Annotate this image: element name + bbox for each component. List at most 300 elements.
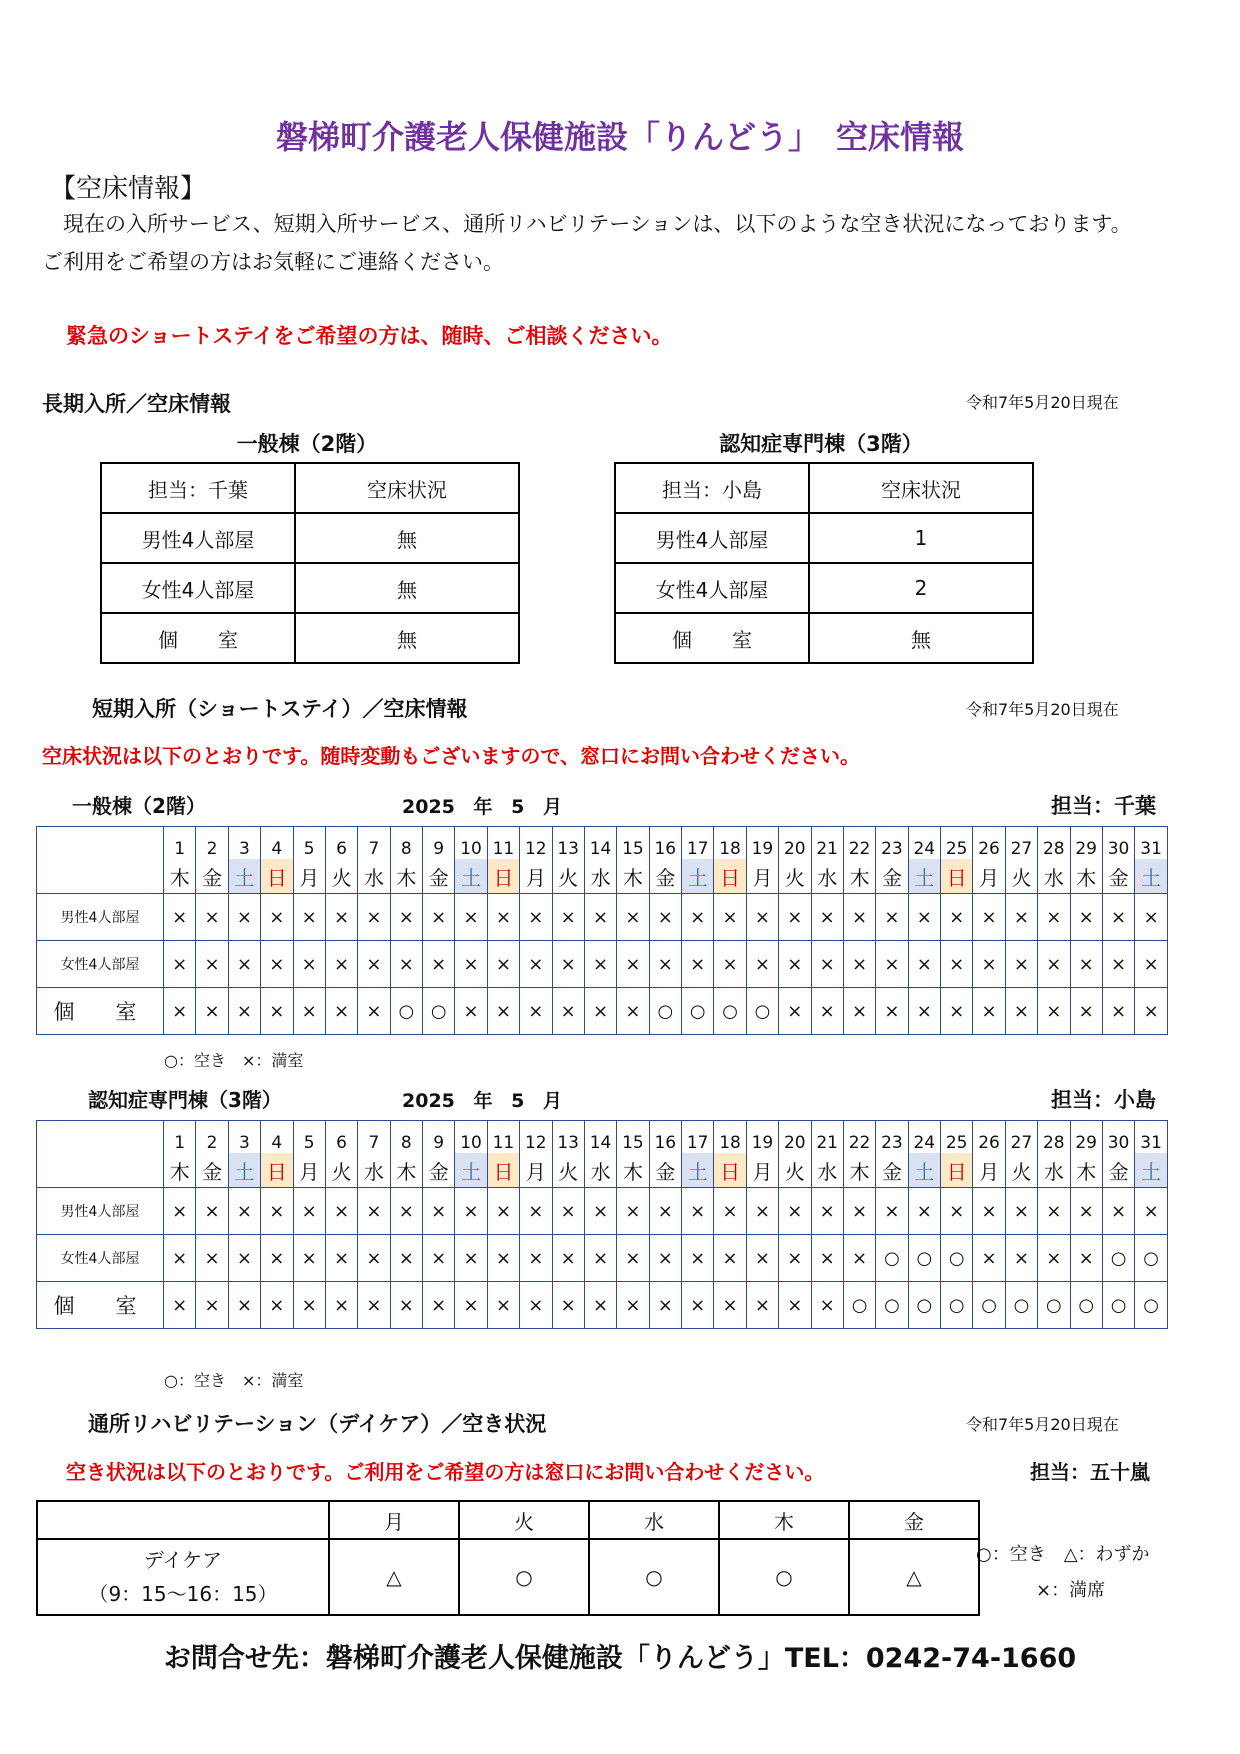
cal-availability-mark: × — [682, 1188, 714, 1235]
cal-availability-mark: × — [325, 1188, 357, 1235]
cal-day-number-row — [37, 827, 1168, 860]
cal-year-unit: 年 — [473, 1090, 493, 1112]
day-care-day: 木 — [719, 1501, 849, 1539]
day-care-legend-2: ×：満席 — [1036, 1580, 1106, 1601]
cal-availability-mark: × — [164, 1282, 196, 1329]
cal-weekday: 土 — [908, 1153, 940, 1188]
day-care-status: △ — [329, 1539, 459, 1615]
cal-2-month — [402, 1086, 562, 1113]
cal-room-label: 女性4人部屋 — [37, 941, 164, 988]
cal-weekday: 火 — [1005, 859, 1037, 894]
lt-room: 個 室 — [615, 613, 809, 663]
cal-month-unit: 月 — [543, 796, 563, 818]
cal-day-number: 20 — [779, 1121, 811, 1154]
cal-availability-mark: × — [779, 988, 811, 1035]
cal-day-number: 29 — [1070, 827, 1102, 860]
cal-availability-mark: × — [293, 1188, 325, 1235]
cal-availability-mark: × — [1070, 1188, 1102, 1235]
cal-availability-mark: × — [455, 1282, 487, 1329]
cal-availability-mark: × — [1102, 941, 1134, 988]
cal-day-number: 12 — [520, 827, 552, 860]
cal-day-number: 14 — [584, 1121, 616, 1154]
cal-day-number: 17 — [682, 827, 714, 860]
cal-availability-mark: × — [325, 894, 357, 941]
cal-availability-mark: × — [584, 1188, 616, 1235]
cal-availability-mark: × — [228, 1235, 260, 1282]
cal-room-row — [37, 988, 1168, 1035]
cal-availability-mark: × — [196, 941, 228, 988]
cal-availability-mark: × — [423, 1188, 455, 1235]
cal-weekday: 火 — [325, 859, 357, 894]
cal-availability-mark: × — [1135, 894, 1168, 941]
day-care-day: 金 — [849, 1501, 979, 1539]
cal-availability-mark: ○ — [1135, 1282, 1168, 1329]
contact-info: お問合せ先：磐梯町介護老人保健施設「りんどう」TEL：0242-74-1660 — [163, 1643, 1077, 1674]
cal-availability-mark: ○ — [908, 1282, 940, 1329]
cal-2-staff: 担当：小島 — [1051, 1088, 1156, 1112]
cal-availability-mark: × — [682, 941, 714, 988]
cal-day-number: 23 — [876, 827, 908, 860]
cal-weekday: 日 — [261, 1153, 293, 1188]
cal-weekday: 日 — [714, 859, 746, 894]
cal-availability-mark: × — [552, 1188, 584, 1235]
cal-availability-mark: × — [1038, 1188, 1070, 1235]
cal-availability-mark: × — [973, 894, 1005, 941]
cal-availability-mark: × — [843, 1235, 875, 1282]
cal-weekday: 金 — [196, 859, 228, 894]
cal-1-staff: 担当：千葉 — [1051, 794, 1156, 818]
cal-month: 5 — [511, 796, 525, 818]
cal-day-number: 19 — [746, 827, 778, 860]
cal-availability-mark: × — [520, 988, 552, 1035]
urgent-notice: 緊急のショートステイをご希望の方は、随時、ご相談ください。 — [66, 324, 673, 348]
cal-availability-mark: × — [584, 1282, 616, 1329]
cal-weekday: 土 — [1135, 1153, 1168, 1188]
cal-availability-mark: ○ — [1102, 1235, 1134, 1282]
cal-day-number: 23 — [876, 1121, 908, 1154]
cal-availability-mark: × — [843, 894, 875, 941]
cal-availability-mark: × — [390, 941, 422, 988]
cal-availability-mark: × — [293, 1235, 325, 1282]
cal-day-number: 14 — [584, 827, 616, 860]
day-care-status: ○ — [589, 1539, 719, 1615]
cal-weekday: 月 — [746, 859, 778, 894]
cal-availability-mark: × — [358, 988, 390, 1035]
cal-availability-mark: × — [1038, 894, 1070, 941]
cal-availability-mark: × — [649, 1282, 681, 1329]
cal-availability-mark: × — [682, 894, 714, 941]
cal-availability-mark: × — [843, 988, 875, 1035]
cal-day-number: 8 — [390, 827, 422, 860]
intro-line-1: 現在の入所サービス、短期入所サービス、通所リハビリテーションは、以下のような空き状況になっております。 — [63, 212, 1132, 236]
cal-corner — [37, 1121, 164, 1188]
cal-weekday: 金 — [649, 1153, 681, 1188]
cal-day-number: 10 — [455, 827, 487, 860]
cal-availability-mark: × — [358, 941, 390, 988]
cal-availability-mark: × — [908, 1188, 940, 1235]
cal-availability-mark: × — [455, 941, 487, 988]
cal-availability-mark: × — [487, 894, 519, 941]
short-term-heading: 短期入所（ショートステイ）／空床情報 — [92, 697, 468, 721]
cal-availability-mark: × — [261, 894, 293, 941]
cal-availability-mark: × — [164, 988, 196, 1035]
cal-availability-mark: × — [325, 1282, 357, 1329]
cal-day-number: 18 — [714, 1121, 746, 1154]
cal-availability-mark: × — [196, 1282, 228, 1329]
cal-availability-mark: × — [779, 1282, 811, 1329]
cal-availability-mark: × — [164, 941, 196, 988]
cal-availability-mark: × — [358, 1188, 390, 1235]
cal-weekday: 木 — [164, 1153, 196, 1188]
cal-availability-mark: × — [811, 941, 843, 988]
cal-month: 5 — [511, 1090, 525, 1112]
cal-availability-mark: ○ — [746, 988, 778, 1035]
cal-availability-mark: × — [617, 1235, 649, 1282]
cal-weekday: 木 — [390, 859, 422, 894]
cal-weekday: 日 — [487, 859, 519, 894]
cal-day-number: 16 — [649, 1121, 681, 1154]
cal-month-unit: 月 — [543, 1090, 563, 1112]
day-care-staff: 担当：五十嵐 — [1030, 1460, 1150, 1484]
lt-room: 個 室 — [101, 613, 295, 663]
cal-availability-mark: × — [617, 1282, 649, 1329]
cal-availability-mark: × — [746, 1235, 778, 1282]
cal-weekday: 土 — [682, 859, 714, 894]
cal-availability-mark: × — [1038, 941, 1070, 988]
cal-availability-mark: × — [455, 1235, 487, 1282]
cal-weekday: 火 — [1005, 1153, 1037, 1188]
cal-availability-mark: × — [714, 894, 746, 941]
cal-weekday: 水 — [1038, 859, 1070, 894]
cal-weekday: 金 — [196, 1153, 228, 1188]
cal-weekday: 火 — [779, 1153, 811, 1188]
cal-weekday: 水 — [1038, 1153, 1070, 1188]
cal-availability-mark: × — [941, 1188, 973, 1235]
lt-status-header: 空床状況 — [809, 463, 1033, 513]
cal-availability-mark: × — [876, 1188, 908, 1235]
cal-availability-mark: × — [228, 941, 260, 988]
cal-room-label: 個 室 — [37, 988, 164, 1035]
cal-availability-mark: × — [811, 1188, 843, 1235]
cal-availability-mark: × — [908, 941, 940, 988]
cal-day-number: 26 — [973, 1121, 1005, 1154]
cal-room-label: 女性4人部屋 — [37, 1235, 164, 1282]
cal-availability-mark: ○ — [843, 1282, 875, 1329]
cal-availability-mark: × — [423, 1282, 455, 1329]
cal-availability-mark: × — [552, 941, 584, 988]
cal-availability-mark: ○ — [876, 1282, 908, 1329]
cal-weekday: 金 — [1102, 1153, 1134, 1188]
cal-room-label: 男性4人部屋 — [37, 1188, 164, 1235]
long-term-as-of: 令和7年5月20日現在 — [966, 393, 1119, 412]
cal-day-number: 7 — [358, 1121, 390, 1154]
cal-weekday: 日 — [941, 859, 973, 894]
cal-weekday: 月 — [973, 859, 1005, 894]
cal-day-number: 17 — [682, 1121, 714, 1154]
cal-availability-mark: × — [390, 1188, 422, 1235]
cal-room-row — [37, 941, 1168, 988]
cal-availability-mark: × — [552, 988, 584, 1035]
cal-availability-mark: × — [520, 1282, 552, 1329]
cal-day-number: 31 — [1135, 827, 1168, 860]
cal-availability-mark: × — [358, 1235, 390, 1282]
cal-availability-mark: × — [843, 941, 875, 988]
cal-availability-mark: ○ — [1135, 1235, 1168, 1282]
cal-availability-mark: × — [1038, 1235, 1070, 1282]
cal-availability-mark: × — [649, 941, 681, 988]
cal-weekday: 土 — [455, 1153, 487, 1188]
cal-weekday: 火 — [325, 1153, 357, 1188]
cal-availability-mark: ○ — [908, 1235, 940, 1282]
cal-availability-mark: × — [1102, 988, 1134, 1035]
cal-availability-mark: × — [584, 941, 616, 988]
cal-availability-mark: × — [941, 941, 973, 988]
lt-status: 2 — [809, 563, 1033, 613]
day-care-hours: （9：15〜16：15） — [88, 1582, 278, 1606]
cal-availability-mark: × — [196, 1188, 228, 1235]
cal-availability-mark: × — [811, 1282, 843, 1329]
cal-weekday: 月 — [746, 1153, 778, 1188]
cal-availability-mark: × — [196, 894, 228, 941]
cal-weekday: 火 — [779, 859, 811, 894]
cal-weekday: 水 — [358, 859, 390, 894]
cal-day-number: 20 — [779, 827, 811, 860]
cal-year: 2025 — [402, 1090, 455, 1112]
intro-text — [42, 205, 1192, 281]
day-care-heading: 通所リハビリテーション（デイケア）／空き状況 — [88, 1412, 547, 1436]
cal-weekday: 金 — [876, 859, 908, 894]
cal-availability-mark: × — [973, 1188, 1005, 1235]
cal-availability-mark: × — [876, 988, 908, 1035]
cal-availability-mark: × — [746, 941, 778, 988]
lt-ward-2-table — [614, 462, 1034, 664]
day-care-day: 月 — [329, 1501, 459, 1539]
cal-weekday: 土 — [228, 1153, 260, 1188]
cal-day-number: 15 — [617, 827, 649, 860]
cal-availability-mark: × — [682, 1235, 714, 1282]
cal-availability-mark: ○ — [941, 1282, 973, 1329]
cal-day-number: 1 — [164, 827, 196, 860]
cal-weekday: 水 — [811, 1153, 843, 1188]
lt-status: 無 — [295, 563, 519, 613]
cal-day-number: 21 — [811, 827, 843, 860]
cal-availability-mark: × — [876, 894, 908, 941]
cal-day-number: 13 — [552, 827, 584, 860]
cal-day-number: 27 — [1005, 827, 1037, 860]
cal-availability-mark: × — [746, 1188, 778, 1235]
cal-weekday: 水 — [358, 1153, 390, 1188]
cal-weekday: 土 — [1135, 859, 1168, 894]
cal-weekday: 火 — [552, 1153, 584, 1188]
cal-weekday: 日 — [487, 1153, 519, 1188]
cal-availability-mark: × — [649, 1188, 681, 1235]
cal-weekday: 水 — [811, 859, 843, 894]
cal-availability-mark: × — [811, 894, 843, 941]
lt-ward-1-name: 一般棟（2階） — [236, 432, 378, 456]
cal-day-number: 25 — [941, 1121, 973, 1154]
day-care-status: ○ — [719, 1539, 849, 1615]
cal-weekday: 金 — [876, 1153, 908, 1188]
cal-1-table — [36, 826, 1168, 1035]
cal-weekday: 金 — [423, 1153, 455, 1188]
cal-weekday: 金 — [1102, 859, 1134, 894]
cal-day-number: 30 — [1102, 1121, 1134, 1154]
cal-day-number: 6 — [325, 1121, 357, 1154]
cal-1-legend: ○：空き ×：満室 — [164, 1051, 304, 1070]
cal-availability-mark: ○ — [876, 1235, 908, 1282]
cal-2-legend: ○：空き ×：満室 — [164, 1371, 304, 1390]
cal-room-label: 男性4人部屋 — [37, 894, 164, 941]
cal-availability-mark: ○ — [390, 988, 422, 1035]
cal-availability-mark: ○ — [973, 1282, 1005, 1329]
lt-status-header: 空床状況 — [295, 463, 519, 513]
cal-room-row — [37, 1188, 1168, 1235]
cal-day-number: 24 — [908, 827, 940, 860]
cal-availability-mark: × — [520, 894, 552, 941]
cal-day-number: 24 — [908, 1121, 940, 1154]
day-care-status: △ — [849, 1539, 979, 1615]
cal-availability-mark: × — [1070, 988, 1102, 1035]
cal-day-number: 26 — [973, 827, 1005, 860]
day-care-legend-1: ○：空き △：わずか — [976, 1544, 1150, 1565]
cal-availability-mark: × — [261, 941, 293, 988]
cal-weekday: 水 — [584, 1153, 616, 1188]
lt-staff: 担当：小島 — [615, 463, 809, 513]
short-term-notice: 空床状況は以下のとおりです。随時変動もございますので、窓口にお問い合わせください。 — [42, 744, 860, 768]
cal-availability-mark: × — [714, 1282, 746, 1329]
cal-availability-mark: × — [552, 1235, 584, 1282]
cal-availability-mark: × — [779, 1235, 811, 1282]
cal-availability-mark: × — [423, 941, 455, 988]
cal-availability-mark: ○ — [649, 988, 681, 1035]
cal-weekday: 木 — [843, 1153, 875, 1188]
cal-room-row — [37, 1282, 1168, 1329]
cal-availability-mark: × — [423, 894, 455, 941]
cal-weekday: 日 — [714, 1153, 746, 1188]
cal-availability-mark: × — [617, 1188, 649, 1235]
cal-availability-mark: × — [196, 988, 228, 1035]
cal-availability-mark: × — [617, 988, 649, 1035]
cal-availability-mark: × — [552, 894, 584, 941]
cal-availability-mark: × — [261, 988, 293, 1035]
cal-availability-mark: ○ — [1070, 1282, 1102, 1329]
cal-availability-mark: × — [779, 1188, 811, 1235]
cal-weekday: 木 — [843, 859, 875, 894]
cal-availability-mark: × — [423, 1235, 455, 1282]
cal-availability-mark: × — [487, 988, 519, 1035]
cal-availability-mark: × — [584, 988, 616, 1035]
cal-day-number: 5 — [293, 1121, 325, 1154]
cal-weekday: 木 — [1070, 1153, 1102, 1188]
cal-day-number: 4 — [261, 1121, 293, 1154]
cal-2-ward-name: 認知症専門棟（3階） — [88, 1088, 282, 1112]
cal-availability-mark: × — [358, 894, 390, 941]
cal-day-number: 9 — [423, 827, 455, 860]
cal-availability-mark: ○ — [1102, 1282, 1134, 1329]
cal-availability-mark: × — [293, 894, 325, 941]
cal-availability-mark: ○ — [1005, 1282, 1037, 1329]
cal-availability-mark: ○ — [941, 1235, 973, 1282]
cal-day-number-row — [37, 1121, 1168, 1154]
lt-status: 無 — [295, 513, 519, 563]
cal-availability-mark: × — [520, 941, 552, 988]
cal-availability-mark: × — [584, 1235, 616, 1282]
lt-ward-2-name: 認知症専門棟（3階） — [719, 432, 923, 456]
cal-day-number: 9 — [423, 1121, 455, 1154]
cal-availability-mark: × — [1038, 988, 1070, 1035]
cal-availability-mark: ○ — [714, 988, 746, 1035]
lt-room: 男性4人部屋 — [101, 513, 295, 563]
cal-weekday: 日 — [941, 1153, 973, 1188]
cal-availability-mark: × — [714, 941, 746, 988]
cal-availability-mark: × — [973, 1235, 1005, 1282]
cal-availability-mark: × — [779, 894, 811, 941]
long-term-heading: 長期入所／空床情報 — [42, 392, 231, 416]
day-care-as-of: 令和7年5月20日現在 — [966, 1415, 1119, 1434]
cal-weekday: 木 — [164, 859, 196, 894]
cal-availability-mark: × — [941, 894, 973, 941]
cal-availability-mark: × — [1135, 941, 1168, 988]
cal-weekday-row — [37, 1153, 1168, 1188]
cal-day-number: 21 — [811, 1121, 843, 1154]
cal-day-number: 8 — [390, 1121, 422, 1154]
cal-day-number: 6 — [325, 827, 357, 860]
cal-availability-mark: × — [1070, 941, 1102, 988]
day-care-service: デイケア — [143, 1548, 223, 1572]
lt-room: 男性4人部屋 — [615, 513, 809, 563]
cal-day-number: 2 — [196, 827, 228, 860]
day-care-status: ○ — [459, 1539, 589, 1615]
cal-availability-mark: × — [390, 1235, 422, 1282]
cal-availability-mark: × — [617, 894, 649, 941]
cal-day-number: 1 — [164, 1121, 196, 1154]
cal-weekday: 土 — [228, 859, 260, 894]
page-title: 磐梯町介護老人保健施設「りんどう」 空床情報 — [275, 118, 964, 156]
cal-availability-mark: × — [261, 1282, 293, 1329]
cal-2-table — [36, 1120, 1168, 1329]
cal-availability-mark: × — [228, 1188, 260, 1235]
cal-availability-mark: × — [228, 1282, 260, 1329]
cal-weekday: 土 — [908, 859, 940, 894]
cal-availability-mark: × — [1102, 894, 1134, 941]
cal-day-number: 3 — [228, 1121, 260, 1154]
cal-room-row — [37, 1235, 1168, 1282]
cal-availability-mark: × — [390, 894, 422, 941]
cal-availability-mark: ○ — [423, 988, 455, 1035]
cal-day-number: 29 — [1070, 1121, 1102, 1154]
cal-availability-mark: × — [455, 894, 487, 941]
cal-weekday: 土 — [682, 1153, 714, 1188]
cal-availability-mark: × — [617, 941, 649, 988]
cal-weekday: 木 — [617, 859, 649, 894]
cal-availability-mark: × — [1070, 1235, 1102, 1282]
cal-availability-mark: × — [649, 1235, 681, 1282]
cal-availability-mark: × — [1005, 1188, 1037, 1235]
cal-weekday: 月 — [973, 1153, 1005, 1188]
cal-room-label: 個 室 — [37, 1282, 164, 1329]
cal-availability-mark: × — [746, 1282, 778, 1329]
cal-availability-mark: × — [682, 1282, 714, 1329]
cal-day-number: 3 — [228, 827, 260, 860]
cal-weekday: 木 — [617, 1153, 649, 1188]
cal-year: 2025 — [402, 796, 455, 818]
cal-availability-mark: × — [390, 1282, 422, 1329]
cal-day-number: 15 — [617, 1121, 649, 1154]
lt-room: 女性4人部屋 — [101, 563, 295, 613]
section-label: 【空床情報】 — [50, 174, 207, 204]
cal-weekday: 火 — [552, 859, 584, 894]
cal-availability-mark: × — [908, 988, 940, 1035]
